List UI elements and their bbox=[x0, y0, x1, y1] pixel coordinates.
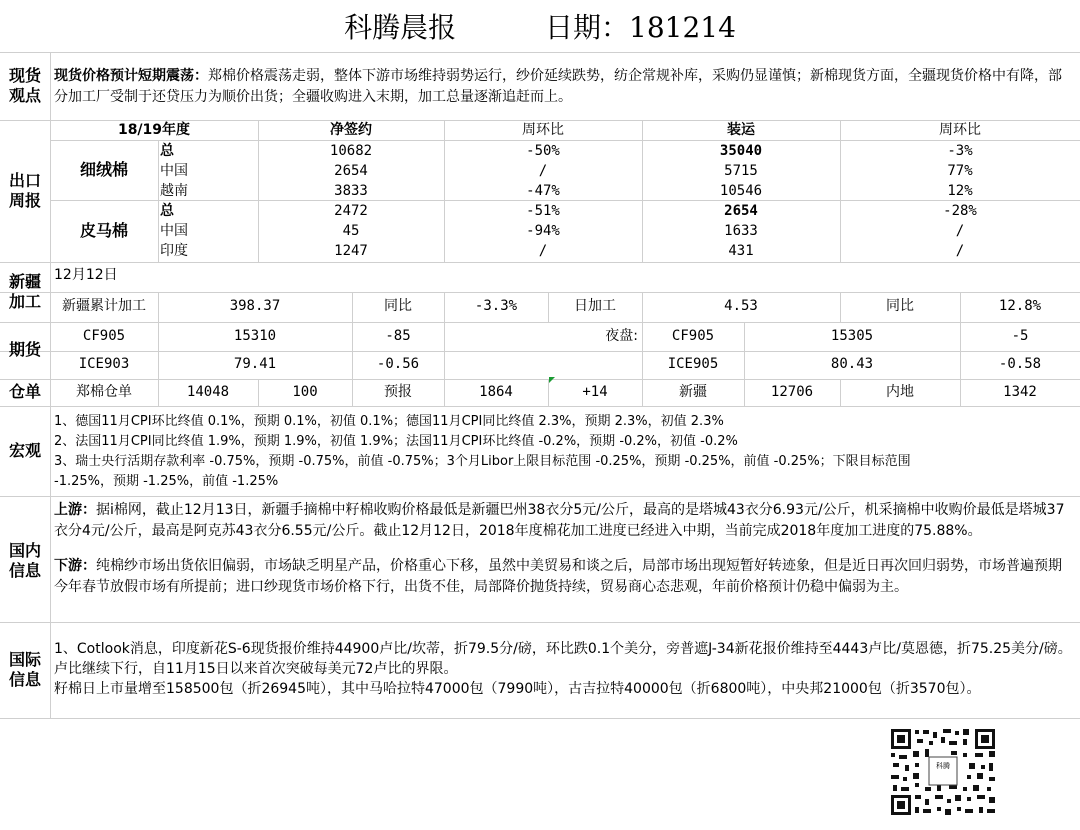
macro-line: 1、德国11月CPI环比终值 0.1%，预期 0.1%，初值 0.1%；德国11月CPI同比终值 2.3%，预期 2.3%，初值 2.3% bbox=[54, 414, 724, 429]
xinjiang-daily-label: 日加工 bbox=[574, 298, 616, 314]
export-group-name: 皮马棉 bbox=[79, 221, 128, 240]
warehouse-section-label: 仓单 bbox=[8, 382, 41, 401]
warehouse-cell: 1864 bbox=[479, 384, 513, 400]
futures-change: -0.56 bbox=[376, 356, 420, 372]
macro-text bbox=[54, 412, 1074, 492]
futures-contract: ICE903 bbox=[78, 356, 130, 372]
export-row-net-wow: -50% bbox=[526, 143, 560, 159]
export-row-sub: 中国 bbox=[160, 223, 188, 239]
export-row-ship-wow: / bbox=[955, 243, 965, 259]
export-row-ship-wow: / bbox=[955, 223, 965, 239]
futures-change: -85 bbox=[385, 328, 411, 344]
export-row-ship: 2654 bbox=[724, 203, 758, 219]
spot-view-text: 郑棉价格震荡走弱，整体下游市场维持弱势运行，纱价延续跌势，纺企常规补库，采购仍显谨慎；新棉现货方面，全疆现货价格中有降，部分加工厂受制于还贷压力为顺价出货；全疆收购进入末期，加工总量逐渐追赶而上。 bbox=[54, 68, 1062, 105]
warehouse-cell: 100 bbox=[292, 384, 318, 400]
futures-contract: CF905 bbox=[82, 328, 126, 344]
warehouse-cell: 1342 bbox=[1003, 384, 1037, 400]
export-row-net-wow: -51% bbox=[526, 203, 560, 219]
xinjiang-yoy2-label: 同比 bbox=[886, 298, 914, 314]
xinjiang-cum-value: 398.37 bbox=[229, 298, 281, 314]
night-session-label: 夜盘: bbox=[605, 328, 638, 344]
export-row-ship: 5715 bbox=[724, 163, 758, 179]
upstream-lead: 上游： bbox=[54, 502, 96, 518]
report-header bbox=[0, 6, 1080, 50]
export-row-net-wow: / bbox=[538, 163, 548, 179]
export-row-ship: 431 bbox=[728, 243, 754, 259]
export-header-net-wow: 周环比 bbox=[522, 122, 564, 138]
export-row-ship: 35040 bbox=[719, 143, 763, 159]
export-row-net: 3833 bbox=[334, 183, 368, 199]
futures-night-contract: CF905 bbox=[671, 328, 715, 344]
international-line: 籽棉日上市量增至158500包（折26945吨），其中马哈拉特47000包（7990吨），古吉拉特40000包（折6800吨），中央邦21000包（折3570包）。 bbox=[54, 681, 981, 697]
warehouse-cell: +14 bbox=[582, 384, 608, 400]
warehouse-cell: 预报 bbox=[384, 384, 412, 400]
upstream-text: 据i棉网，截止12月13日，新疆手摘棉中籽棉收购价格最低是新疆巴州38衣分5元/公斤，最高的是塔城43衣分6.93元/公斤，机采摘棉中收购价最低是塔城37衣分4元/公斤，最高是阿克苏43衣分6.55元/公斤。截止12月12日，2018年度棉花加工进度已经进入中期，当前完成2018年度加工进度的75.88%。 bbox=[54, 502, 1065, 539]
export-row-ship: 1633 bbox=[724, 223, 758, 239]
domestic-downstream bbox=[54, 556, 1074, 598]
downstream-lead: 下游： bbox=[54, 558, 96, 574]
futures-night-change: -5 bbox=[1011, 328, 1029, 344]
macro-line: 2、法国11月CPI同比终值 1.9%，预期 1.9%，初值 1.9%；法国11月CPI环比终值 -0.2%，预期 -0.2%，初值 -0.2% bbox=[54, 434, 738, 449]
international-text bbox=[54, 639, 1074, 699]
futures-night-change: -0.58 bbox=[998, 356, 1042, 372]
xinjiang-cum-label: 新疆累计加工 bbox=[62, 298, 146, 314]
export-row-net-wow: / bbox=[538, 243, 548, 259]
futures-price: 15310 bbox=[233, 328, 277, 344]
futures-night-contract: ICE905 bbox=[667, 356, 719, 372]
export-row-ship-wow: 12% bbox=[947, 183, 973, 199]
xinjiang-daily-value: 4.53 bbox=[724, 298, 758, 314]
export-header-net: 净签约 bbox=[330, 122, 372, 138]
spot-view-lead: 现货价格预计短期震荡： bbox=[54, 68, 208, 84]
export-row-net: 45 bbox=[342, 223, 360, 239]
xinjiang-date: 12月12日 bbox=[54, 267, 118, 283]
xinjiang-section-label: 新疆 加工 bbox=[8, 272, 41, 311]
export-row-ship: 10546 bbox=[719, 183, 763, 199]
warehouse-cell: 郑棉仓单 bbox=[76, 384, 132, 400]
macro-line: 3、瑞士央行活期存款利率 -0.75%，预期 -0.75%，前值 -0.75%；3个月Libor上限目标范围 -0.25%，预期 -0.25%，前值 -0.25%；下限目标范围 bbox=[54, 454, 911, 469]
export-row-sub: 总 bbox=[160, 203, 174, 219]
xinjiang-yoy2-value: 12.8% bbox=[998, 298, 1042, 314]
xinjiang-yoy1-value: -3.3% bbox=[474, 298, 518, 314]
report-date: 日期：181214 bbox=[545, 11, 736, 44]
international-section-label: 国际 信息 bbox=[8, 650, 41, 689]
export-row-sub: 越南 bbox=[160, 183, 188, 199]
export-section-label: 出口 周报 bbox=[8, 171, 41, 210]
international-line: 1、Cotlook消息，印度新花S-6现货报价维持44900卢比/坎蒂，折79.5分/磅，环比跌0.1个美分，旁普遮J-34新花报价维持至4443卢比/莫恩德，折75.25美分/磅。卢比继续下行，自11月15日以来首次突破每美元72卢比的界限。 bbox=[54, 641, 1072, 677]
report-title: 科腾晨报 bbox=[344, 11, 457, 44]
export-row-ship-wow: -3% bbox=[947, 143, 973, 159]
futures-price: 79.41 bbox=[233, 356, 277, 372]
export-row-net: 2654 bbox=[334, 163, 368, 179]
futures-section-label: 期货 bbox=[8, 340, 41, 359]
warehouse-cell: 内地 bbox=[886, 384, 914, 400]
export-row-sub: 中国 bbox=[160, 163, 188, 179]
export-row-net: 1247 bbox=[334, 243, 368, 259]
export-row-net-wow: -47% bbox=[526, 183, 560, 199]
domestic-section-label: 国内 信息 bbox=[8, 541, 41, 580]
futures-night-price: 80.43 bbox=[830, 356, 874, 372]
export-row-sub: 印度 bbox=[160, 243, 188, 259]
futures-night-price: 15305 bbox=[830, 328, 874, 344]
export-header-ship-wow: 周环比 bbox=[939, 122, 981, 138]
qr-logo: 科腾 bbox=[936, 762, 950, 770]
export-row-sub: 总 bbox=[160, 143, 174, 159]
qr-code bbox=[889, 727, 997, 817]
export-row-net: 2472 bbox=[334, 203, 368, 219]
spot-section-label: 现货 观点 bbox=[8, 66, 41, 105]
export-row-ship-wow: -28% bbox=[943, 203, 977, 219]
warehouse-cell: 12706 bbox=[770, 384, 814, 400]
export-header-year: 18/19年度 bbox=[117, 122, 191, 138]
warehouse-cell: 14048 bbox=[186, 384, 230, 400]
export-header-ship: 装运 bbox=[727, 122, 755, 138]
macro-section-label: 宏观 bbox=[8, 441, 41, 460]
domestic-upstream bbox=[54, 500, 1074, 542]
export-group-name: 细绒棉 bbox=[79, 160, 128, 179]
export-row-net: 10682 bbox=[329, 143, 373, 159]
xinjiang-yoy1-label: 同比 bbox=[384, 298, 412, 314]
export-row-ship-wow: 77% bbox=[947, 163, 973, 179]
macro-line: -1.25%，预期 -1.25%，前值 -1.25% bbox=[54, 474, 279, 489]
downstream-text: 纯棉纱市场出货依旧偏弱，市场缺乏明星产品，价格重心下移，虽然中美贸易和谈之后，局部市场出现短暂好转迹象，但是近日再次回归弱势，市场普遍预期今年春节放假市场有所提前；进口纱现货市场价格下行，出货不佳，局部降价抛货持续，贸易商心态悲观，年前价格预计仍稳中偏弱为主。 bbox=[54, 558, 1062, 595]
export-row-net-wow: -94% bbox=[526, 223, 560, 239]
spot-view bbox=[54, 66, 1074, 108]
warehouse-cell: 新疆 bbox=[679, 384, 707, 400]
